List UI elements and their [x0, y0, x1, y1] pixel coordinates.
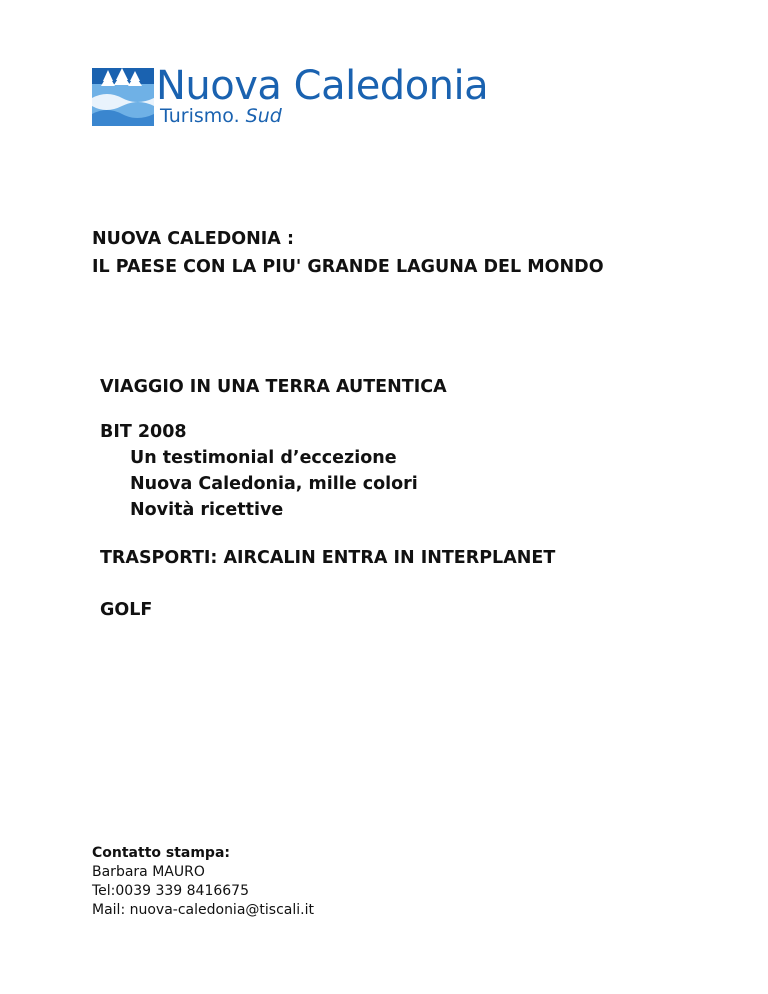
headline-line-1: NUOVA CALEDONIA : [92, 229, 294, 249]
section-heading: BIT 2008 [100, 422, 187, 442]
list-item: Un testimonial d’eccezione [130, 448, 397, 468]
list-item: Nuova Caledonia, mille colori [130, 474, 418, 494]
headline [92, 225, 604, 281]
press-contact [92, 844, 314, 920]
logo-sub-dot: . [233, 105, 240, 127]
table-of-contents [100, 374, 555, 623]
section-trasporti [100, 545, 555, 571]
section-viaggio [100, 374, 555, 400]
section-heading: TRASPORTI: AIRCALIN ENTRA IN INTERPLANET [100, 548, 556, 568]
section-sub-list [100, 445, 555, 523]
contact-mail: Mail: nuova-caledonia@tiscali.it [92, 902, 314, 918]
logo-sub-accent: Sud [245, 105, 282, 127]
logo-subtitle [160, 105, 282, 128]
contact-tel: Tel:0039 339 8416675 [92, 883, 249, 899]
logo-name: Nuova Caledonia [156, 63, 489, 109]
list-item: Novità ricettive [130, 500, 284, 520]
contact-name: Barbara MAURO [92, 864, 205, 880]
section-heading: GOLF [100, 600, 153, 620]
nuova-caledonia-logo [92, 63, 522, 128]
contact-label: Contatto stampa: [92, 845, 231, 861]
section-heading: VIAGGIO IN UNA TERRA AUTENTICA [100, 377, 447, 397]
headline-line-2: IL PAESE CON LA PIU' GRANDE LAGUNA DEL MONDO [92, 257, 604, 277]
section-golf [100, 597, 555, 623]
section-bit-2008 [100, 419, 555, 523]
logo-sub-main: Turismo [160, 105, 234, 127]
logo-mark-icon [92, 68, 154, 126]
